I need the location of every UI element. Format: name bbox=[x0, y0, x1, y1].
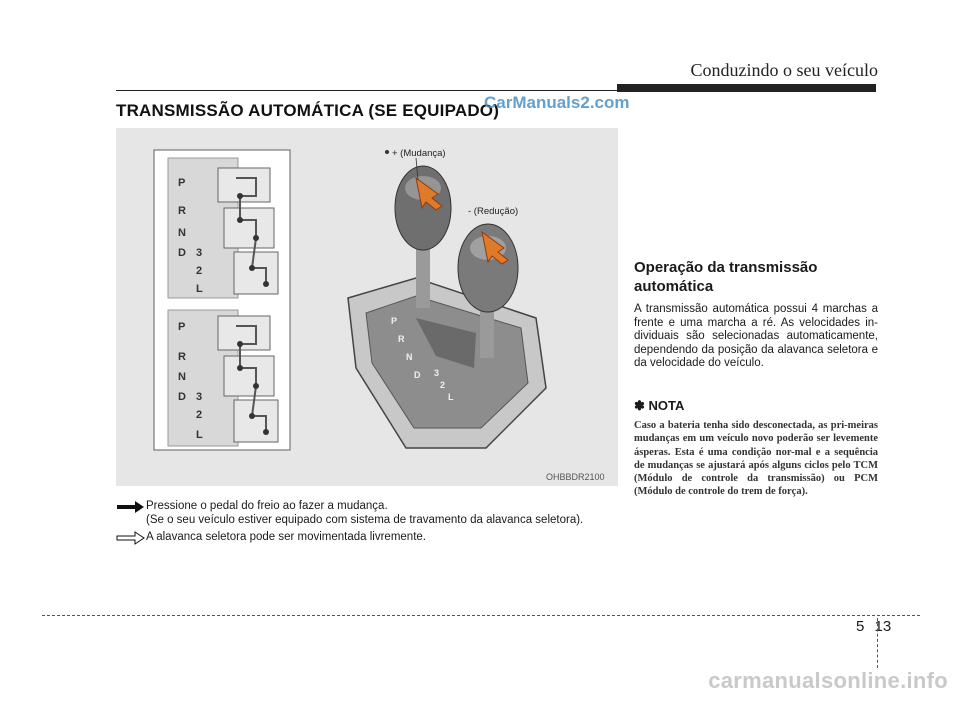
svg-text:L: L bbox=[196, 429, 203, 441]
svg-text:3: 3 bbox=[434, 368, 440, 378]
page-section: 5 bbox=[856, 618, 865, 635]
callout-shift: + (Mudança) bbox=[392, 148, 446, 159]
outline-arrow-icon bbox=[116, 531, 146, 545]
svg-text:P: P bbox=[178, 177, 186, 189]
page-index: 13 bbox=[874, 618, 892, 635]
svg-text:D: D bbox=[414, 370, 421, 380]
svg-text:N: N bbox=[406, 352, 413, 362]
svg-text:3: 3 bbox=[196, 247, 203, 259]
svg-text:2: 2 bbox=[196, 265, 203, 277]
watermark-footer: carmanualsonline.info bbox=[708, 668, 948, 693]
gear-shift-illustration bbox=[116, 128, 618, 486]
note-body: Caso a bateria tenha sido desconectada, as pri-meiras mudanças em um veículo novo poderão ser levemente ásperas. Esta é uma condição nor-mal e a sequência de mudanças se ajustará após alguns ciclos pelo TCM (Módulo de controle da transmissão) ou PCM (Módulo de controle do trem de força). bbox=[634, 420, 878, 498]
svg-text:2: 2 bbox=[440, 380, 446, 390]
svg-text:P: P bbox=[391, 316, 398, 326]
footer-rule bbox=[42, 615, 920, 616]
svg-text:R: R bbox=[178, 205, 186, 217]
watermark-top: CarManuals2.com bbox=[484, 93, 630, 112]
callout-downshift: - (Redução) bbox=[468, 206, 519, 217]
gear-shift-figure bbox=[116, 128, 618, 486]
svg-text:D: D bbox=[178, 247, 186, 259]
svg-text:D: D bbox=[178, 391, 186, 403]
shift-console bbox=[348, 278, 546, 448]
svg-text:R: R bbox=[398, 334, 405, 344]
svg-text:N: N bbox=[178, 227, 186, 239]
page-number bbox=[856, 618, 891, 635]
gate-pattern-bottom bbox=[168, 310, 278, 446]
operation-body: A transmissão automática possui 4 marchas a frente e uma marcha a ré. As velocidades in-dividuais são selecionadas automaticamente, dependendo da posição da alavanca seletora e da velocidade do veículo. bbox=[634, 303, 878, 369]
svg-text:R: R bbox=[178, 351, 186, 363]
figure-code: OHBBDR2100 bbox=[546, 472, 605, 482]
legend-brake-note-text: (Se o seu veículo estiver equipado com sistema de travamento da alavanca seletora). bbox=[146, 514, 584, 526]
svg-text:N: N bbox=[178, 371, 186, 383]
note-title: ✽ NOTA bbox=[634, 398, 685, 413]
svg-text:P: P bbox=[178, 321, 186, 333]
legend-free-text: A alavanca seletora pode ser movimentada livremente. bbox=[146, 531, 426, 543]
solid-arrow-icon bbox=[116, 500, 146, 514]
svg-text:3: 3 bbox=[196, 391, 203, 403]
svg-text:L: L bbox=[196, 283, 203, 295]
page-divider bbox=[877, 618, 878, 668]
legend-brake-text: Pressione o pedal do freio ao fazer a mudança. bbox=[146, 500, 388, 512]
operation-title: Operação da transmissão automática bbox=[634, 259, 818, 295]
section-title: TRANSMISSÃO AUTOMÁTICA (SE EQUIPADO) bbox=[116, 101, 500, 120]
header-rule-thick bbox=[617, 84, 876, 92]
gate-pattern-top bbox=[168, 158, 278, 298]
svg-text:L: L bbox=[448, 392, 454, 402]
chapter-title: Conduzindo o seu veículo bbox=[690, 60, 878, 80]
svg-text:2: 2 bbox=[196, 409, 203, 421]
